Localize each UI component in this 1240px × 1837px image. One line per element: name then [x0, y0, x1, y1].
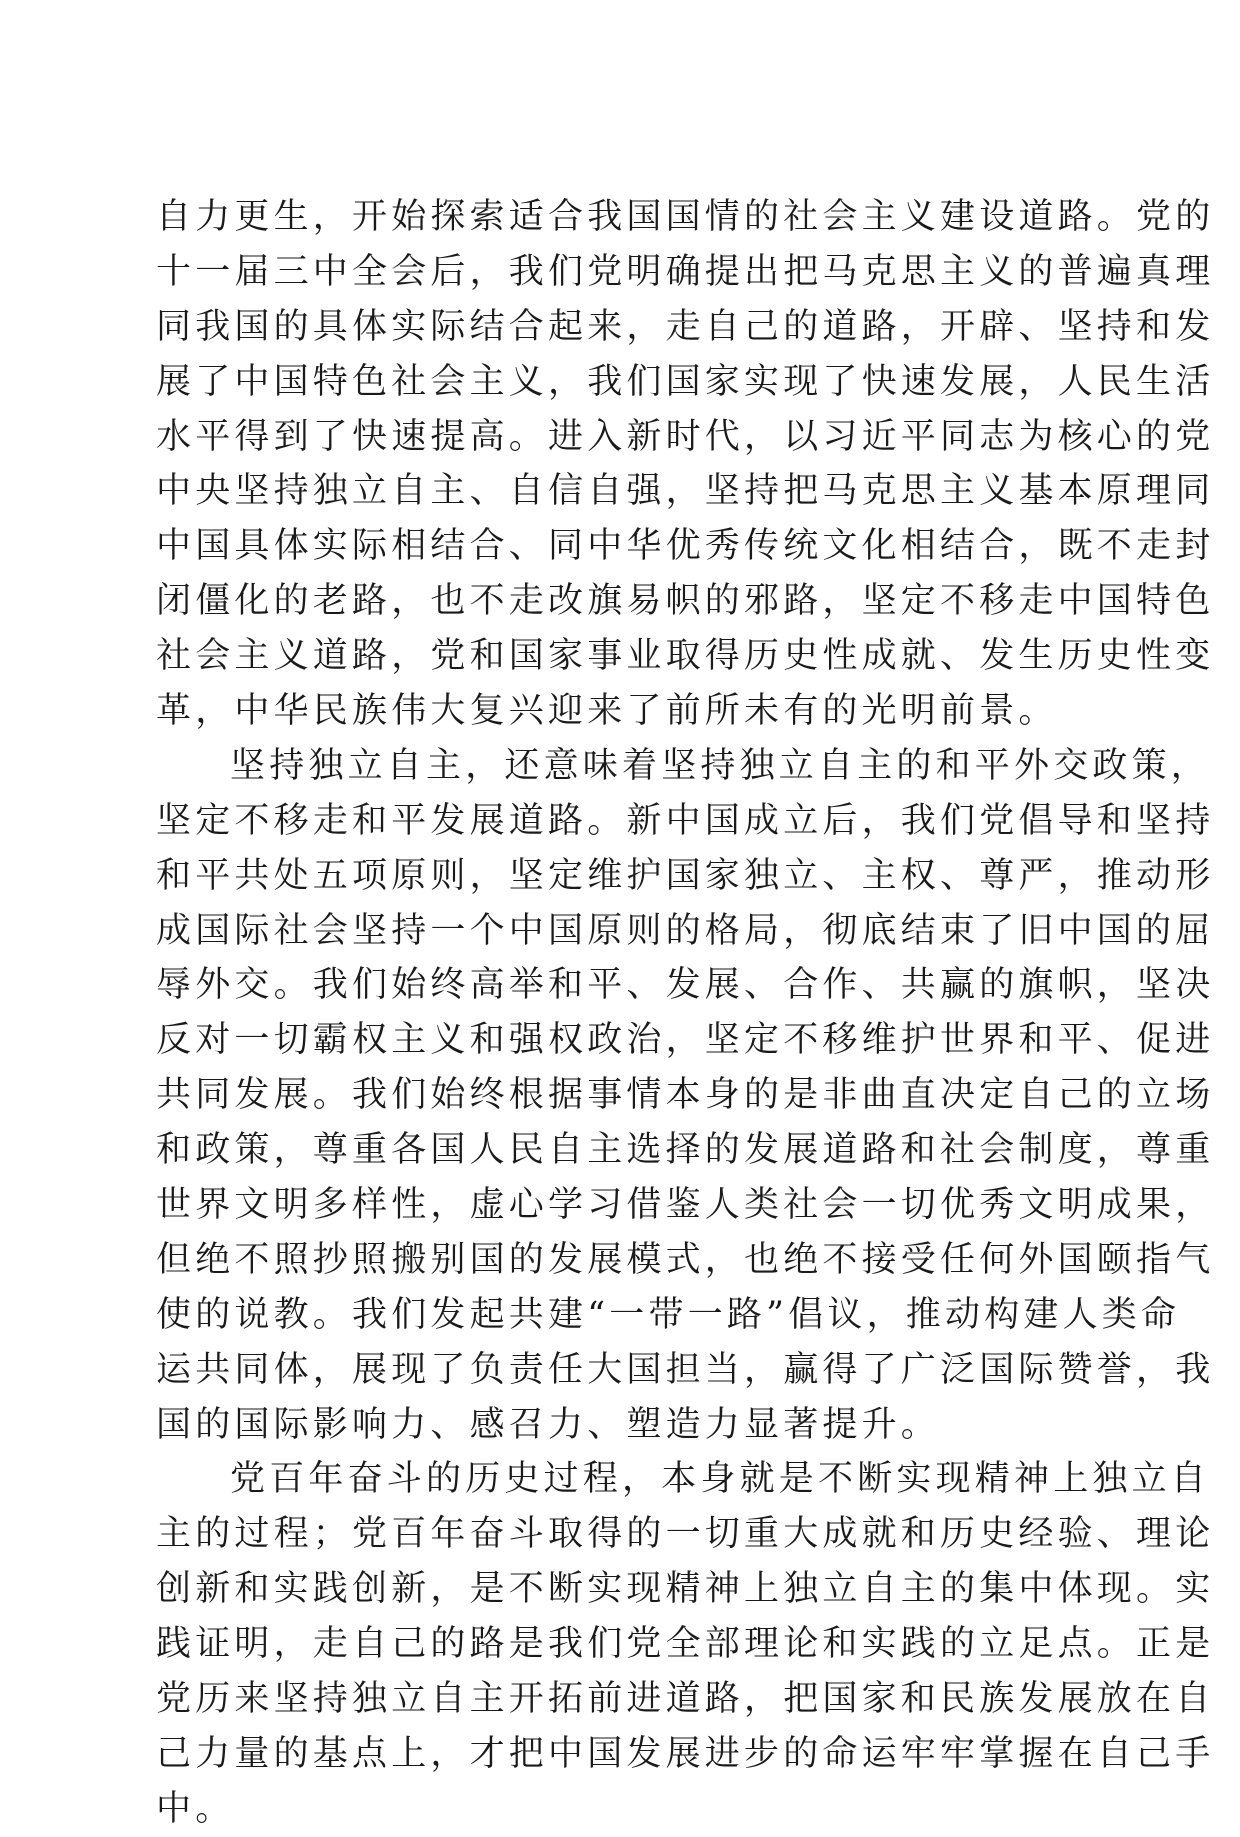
- text-line: 水平得到了快速提高。进入新时代，以习近平同志为核心的党: [156, 416, 1215, 457]
- text-line: 反对一切霸权主义和强权政治，坚定不移维护世界和平、促进: [156, 1020, 1215, 1061]
- text-line: 国的国际影响力、感召力、塑造力显著提升。: [156, 1404, 941, 1445]
- text-line: 和平共处五项原则，坚定维护国家独立、主权、尊严，推动形: [156, 855, 1215, 896]
- text-line: 十一届三中全会后，我们党明确提出把马克思主义的普遍真理: [156, 251, 1215, 292]
- text-line: 中。: [156, 1788, 235, 1829]
- text-line: 践证明，走自己的路是我们党全部理论和实践的立足点。正是: [156, 1624, 1215, 1665]
- text-line: 展了中国特色社会主义，我们国家实现了快速发展，人民生活: [156, 361, 1215, 402]
- text-line: 但绝不照抄照搬别国的发展模式，也绝不接受任何外国颐指气: [156, 1239, 1215, 1280]
- text-line: 中央坚持独立自主、自信自强，坚持把马克思主义基本原理同: [156, 471, 1215, 512]
- text-line: 社会主义道路，党和国家事业取得历史性成就、发生历史性变: [156, 636, 1215, 677]
- text-line: 和政策，尊重各国人民自主选择的发展道路和社会制度，尊重: [156, 1130, 1215, 1171]
- text-line: 党历来坚持独立自主开拓前进道路，把国家和民族发展放在自: [156, 1679, 1215, 1720]
- paragraph-start-line: 党百年奋斗的历史过程，本身就是不断实现精神上独立自: [230, 1459, 1211, 1500]
- text-line: 革，中华民族伟大复兴迎来了前所未有的光明前景。: [156, 691, 1058, 732]
- text-line: 成国际社会坚持一个中国原则的格局，彻底结束了旧中国的屈: [156, 910, 1215, 951]
- text-line: 主的过程；党百年奋斗取得的一切重大成就和历史经验、理论: [156, 1514, 1215, 1555]
- text-line: 同我国的具体实际结合起来，走自己的道路，开辟、坚持和发: [156, 306, 1215, 347]
- text-line: 共同发展。我们始终根据事情本身的是非曲直决定自己的立场: [156, 1075, 1215, 1116]
- text-line: 己力量的基点上，才把中国发展进步的命运牢牢掌握在自己手: [156, 1733, 1215, 1774]
- text-line: 中国具体实际相结合、同中华优秀传统文化相结合，既不走封: [156, 526, 1215, 567]
- text-line: 坚定不移走和平发展道路。新中国成立后，我们党倡导和坚持: [156, 800, 1215, 841]
- text-line: 世界文明多样性，虚心学习借鉴人类社会一切优秀文明成果，: [156, 1185, 1215, 1226]
- paragraph-start-line: 坚持独立自主，还意味着坚持独立自主的和平外交政策，: [230, 745, 1211, 786]
- text-line: 自力更生，开始探索适合我国国情的社会主义建设道路。党的: [156, 197, 1215, 237]
- text-line: 使的说教。我们发起共建“一带一路”倡议，推动构建人类命: [156, 1294, 1181, 1335]
- text-line: 运共同体，展现了负责任大国担当，赢得了广泛国际赞誉，我: [156, 1349, 1215, 1390]
- text-line: 闭僵化的老路，也不走改旗易帜的邪路，坚定不移走中国特色: [156, 581, 1215, 622]
- text-line: 辱外交。我们始终高举和平、发展、合作、共赢的旗帜，坚决: [156, 965, 1215, 1006]
- body-text: [156, 190, 1215, 1837]
- text-line: 创新和实践创新，是不断实现精神上独立自主的集中体现。实: [156, 1569, 1215, 1610]
